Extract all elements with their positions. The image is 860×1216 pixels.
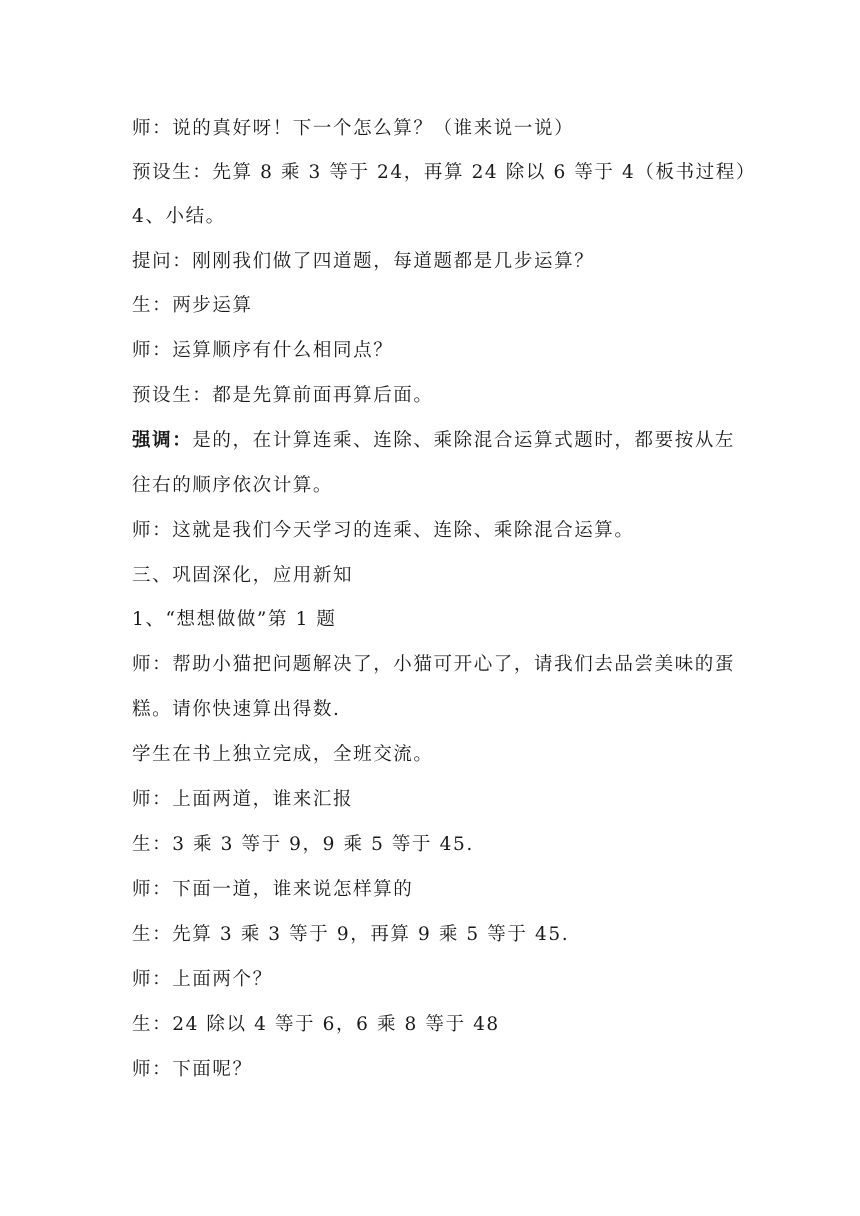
paragraph: 预设生：都是先算前面再算后面。	[132, 385, 434, 406]
paragraph: 师：说的真好呀！下一个怎么算？（谁来说一说）	[132, 118, 575, 139]
paragraph: 师：上面两个？	[132, 969, 273, 990]
section-heading: 三、巩固深化，应用新知	[132, 565, 354, 586]
section-heading: 4、小结。	[132, 206, 226, 227]
paragraph: 师：这就是我们今天学习的连乘、连除、乘除混合运算。	[132, 520, 635, 541]
emphasis-text: 是的，在计算连乘、连除、乘除混合运算式题时，都要按从左	[192, 430, 736, 451]
paragraph: 师：下面一道，谁来说怎样算的	[132, 879, 414, 900]
paragraph: 提问：刚刚我们做了四道题，每道题都是几步运算？	[132, 251, 595, 272]
paragraph: 学生在书上独立完成，全班交流。	[132, 744, 434, 765]
emphasis-paragraph	[132, 429, 742, 453]
paragraph: 往右的顺序依次计算。	[132, 475, 334, 496]
emphasis-label: 强调：	[132, 430, 193, 451]
paragraph: 生：3 乘 3 等于 9，9 乘 5 等于 45.	[132, 834, 474, 855]
paragraph: 师：运算顺序有什么相同点？	[132, 340, 394, 361]
paragraph: 生：两步运算	[132, 295, 253, 316]
paragraph: 生：先算 3 乘 3 等于 9，再算 9 乘 5 等于 45.	[132, 924, 570, 945]
paragraph: 预设生：先算 8 乘 3 等于 24，再算 24 除以 6 等于 4（板书过程）	[132, 162, 756, 183]
paragraph: 师：下面呢？	[132, 1059, 253, 1080]
paragraph: 师：帮助小猫把问题解决了，小猫可开心了，请我们去品尝美味的蛋	[132, 654, 736, 675]
paragraph: 生：24 除以 4 等于 6，6 乘 8 等于 48	[132, 1014, 500, 1035]
paragraph: 师：上面两道，谁来汇报	[132, 789, 354, 810]
subsection-heading: 1、“想想做做”第 1 题	[132, 609, 337, 630]
paragraph: 糕。请你快速算出得数.	[132, 699, 341, 720]
